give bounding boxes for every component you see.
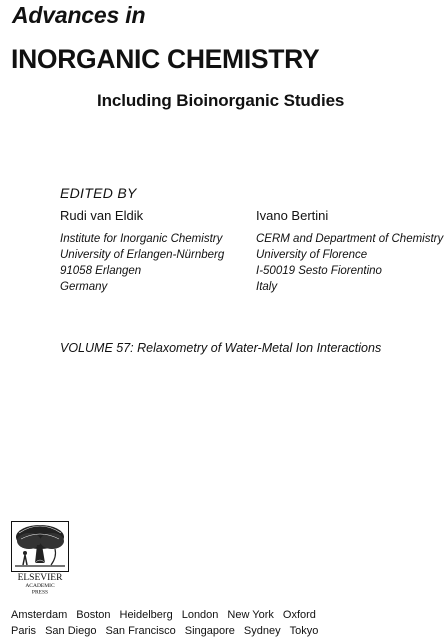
logo-wordmark: ELSEVIER <box>17 573 63 583</box>
publisher-logo <box>11 521 69 595</box>
affiliation-line: Germany <box>60 281 108 293</box>
editor-name: Ivano Bertini <box>256 208 329 223</box>
city: Tokyo <box>289 625 319 637</box>
series-subtitle: Including Bioinorganic Studies <box>97 91 345 110</box>
city: Sydney <box>243 625 281 637</box>
city: San Diego <box>45 625 97 637</box>
cities-row <box>11 607 327 623</box>
city: San Francisco <box>105 625 176 637</box>
city: Heidelberg <box>119 609 173 621</box>
city: Oxford <box>282 609 316 621</box>
series-name: Advances in <box>12 2 146 28</box>
city: Paris <box>11 625 37 637</box>
city: London <box>181 609 219 621</box>
city: Amsterdam <box>11 609 68 621</box>
affiliation-line: Italy <box>256 281 278 293</box>
volume-title: VOLUME 57: Relaxometry of Water-Metal Ion Interactions <box>60 341 382 355</box>
city: Singapore <box>184 625 235 637</box>
series-title: INORGANIC CHEMISTRY <box>11 44 320 74</box>
city: New York <box>227 609 274 621</box>
publisher-cities <box>11 607 327 639</box>
editor-affiliation <box>60 231 224 295</box>
cities-row <box>11 623 327 639</box>
affiliation-line: CERM and Department of Chemistry <box>256 233 444 245</box>
affiliation-line: Institute for Inorganic Chemistry <box>60 233 223 245</box>
affiliation-line: I-50019 Sesto Fiorentino <box>256 265 382 277</box>
editor-name: Rudi van Eldik <box>60 208 144 223</box>
tree-logo-icon <box>11 521 69 595</box>
logo-subtext: PRESS <box>31 589 49 595</box>
edited-by-label: EDITED BY <box>60 185 137 201</box>
affiliation-line: University of Erlangen-Nürnberg <box>60 249 225 261</box>
editor-affiliation <box>256 231 443 295</box>
affiliation-line: University of Florence <box>256 249 368 261</box>
affiliation-line: 91058 Erlangen <box>60 265 142 277</box>
logo-subtext: ACADEMIC <box>25 583 55 589</box>
city: Boston <box>76 609 111 621</box>
